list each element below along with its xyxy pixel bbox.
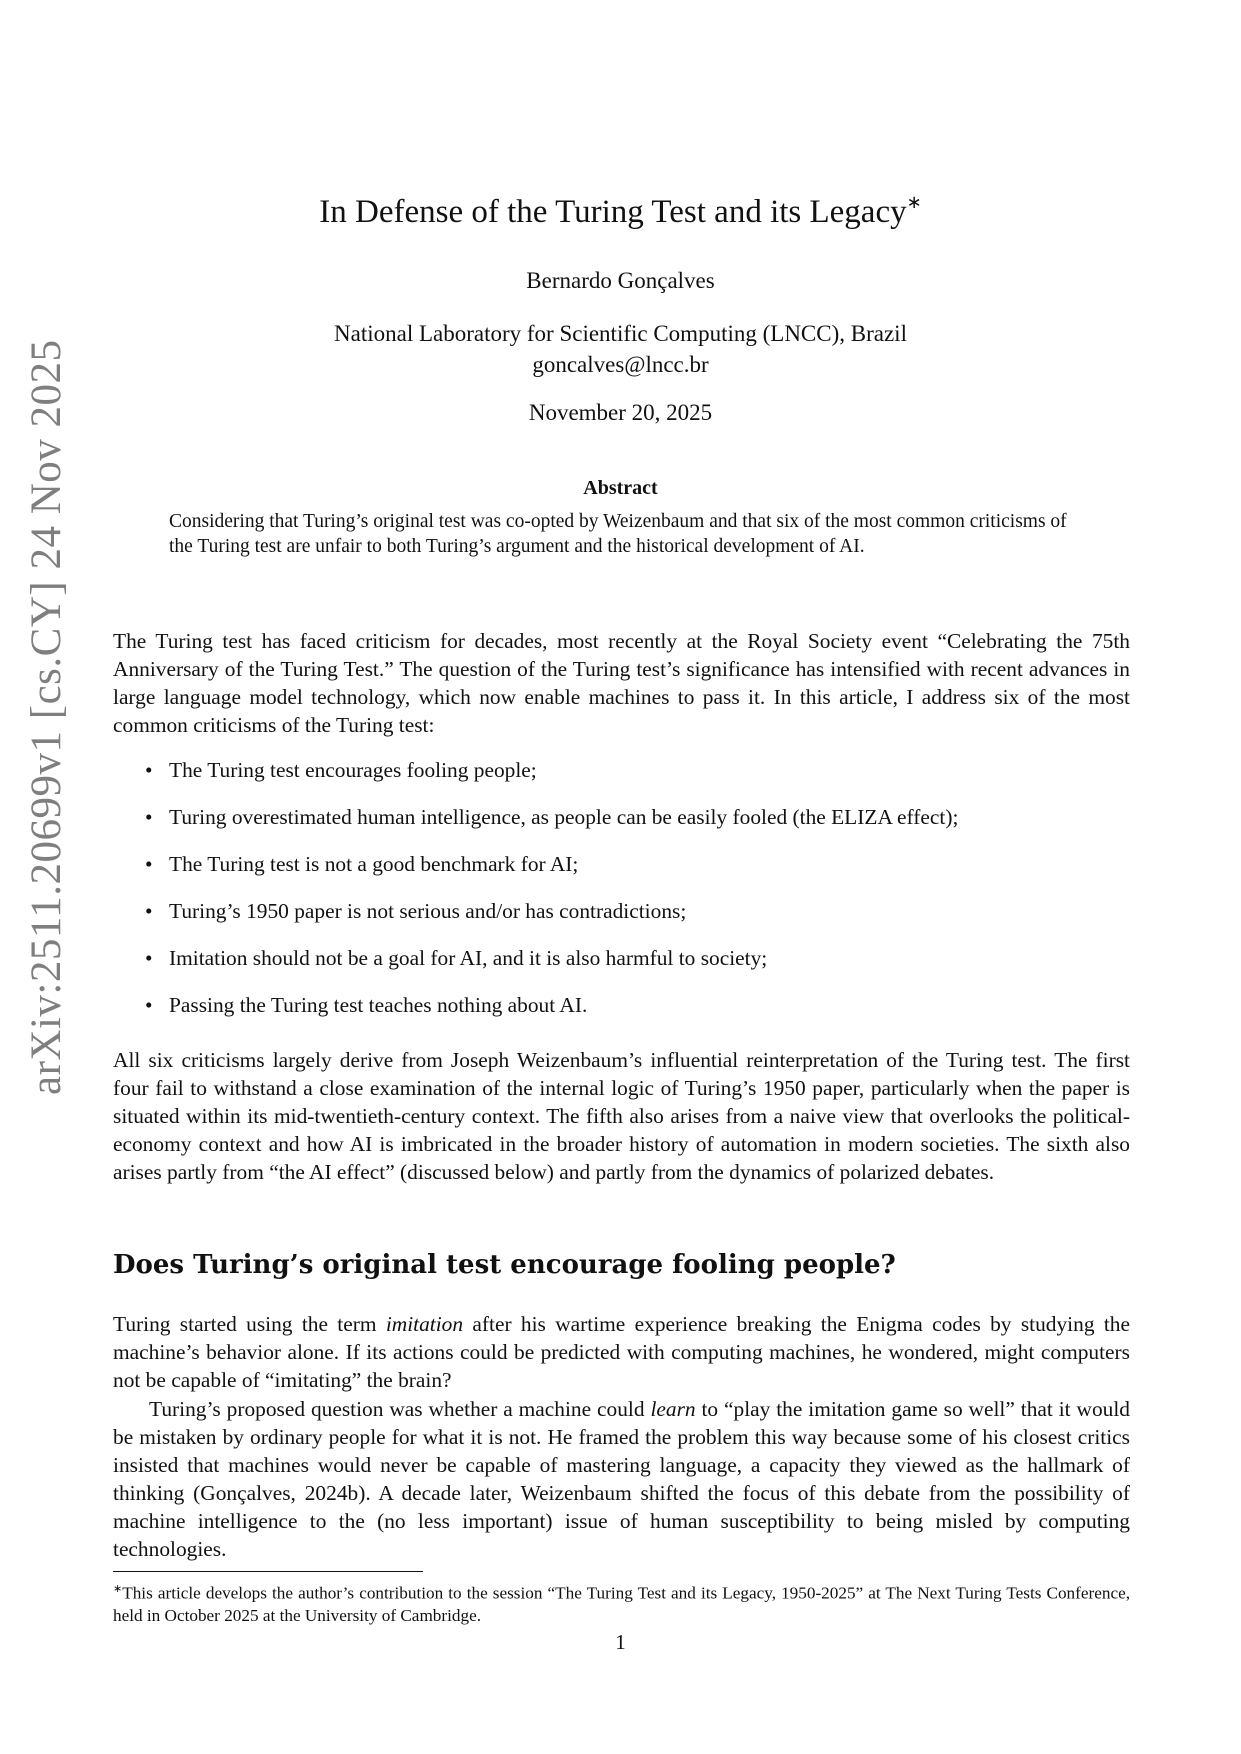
title-text: In Defense of the Turing Test and its Legacy: [319, 194, 907, 230]
emphasis: imitation: [385, 1312, 464, 1336]
text-run: after his wartime experience breaking the Enigma codes by studying the machine’s behavior alone. If its actions could be predicted with computing machines, he wondered, might computers not be capable of “imitating” the brain?: [113, 1312, 1130, 1392]
list-item: • Passing the Turing test teaches nothing about AI.: [145, 991, 1130, 1038]
intro-paragraph: The Turing test has faced criticism for decades, most recently at the Royal Society event “Celebrating the 75th Anniversary of the Turing Test.” The question of the Turing test’s significance has intensified with recent advances in large language model technology, which now enable machines to pass it. In this article, I address six of the most common criticisms of the Turing test:: [113, 629, 1130, 737]
emphasis: learn: [650, 1397, 696, 1421]
footnote-text: This article develops the author’s contribution to the session “The Turing Test and its Legacy, 1950-2025” at The Next Turing Tests Conference, held in October 2025 at the University of Cambridge.: [113, 1583, 1130, 1625]
abstract-text: Considering that Turing’s original test was co-opted by Weizenbaum and that six of the most common criticisms of the Turing test are unfair to both Turing’s argument and the historical development of AI.: [169, 511, 1067, 557]
paper-date: November 20, 2025: [528, 400, 713, 425]
footnote-divider: [113, 1571, 423, 1572]
list-item: • The Turing test is not a good benchmark for AI;: [145, 850, 1130, 897]
text-run: Turing started using the term: [113, 1312, 386, 1336]
title-footnote-mark: ∗: [906, 192, 922, 212]
page-number: 1: [615, 1630, 626, 1654]
arxiv-stamp: arXiv:2511.20699v1 [cs.CY] 24 Nov 2025: [23, 339, 70, 1095]
section-paragraph-2: [113, 1395, 1130, 1563]
abstract-heading: Abstract: [583, 477, 658, 499]
section-heading: Does Turing’s original test encourage fooling people?: [113, 1250, 896, 1280]
text-run: Turing’s proposed question was whether a machine could: [149, 1397, 651, 1421]
email: goncalves@lncc.br: [532, 352, 709, 377]
footnote: [113, 1578, 1130, 1627]
paper-title: [0, 192, 1241, 231]
list-item: • Turing’s 1950 paper is not serious and/or has contradictions;: [145, 897, 1130, 944]
list-item: • Turing overestimated human intelligence, as people can be easily fooled (the ELIZA effect);: [145, 803, 1130, 850]
author-affiliation-block: [0, 318, 1241, 380]
list-item: • The Turing test encourages fooling people;: [145, 756, 1130, 803]
section-paragraph-1: [113, 1310, 1130, 1394]
summary-paragraph: All six criticisms largely derive from Joseph Weizenbaum’s influential reinterpretation of the Turing test. The first four fail to withstand a close examination of the internal logic of Turing’s 1950 paper, particularly when the paper is situated within its mid-twentieth-century context. The fifth also arises from a naive view that overlooks the political-economy context and how AI is imbricated in the broader history of automation in modern societies. The sixth also arises partly from “the AI effect” (discussed below) and partly from the dynamics of polarized debates.: [113, 1048, 1130, 1184]
author-name: Bernardo Gonçalves: [526, 268, 715, 293]
list-item: • Imitation should not be a goal for AI, and it is also harmful to society;: [145, 944, 1130, 991]
text-run: to “play the imitation game so well” that it would be mistaken by ordinary people for what it is not. He framed the problem this way because some of his closest critics insisted that machines would never be capable of mastering language, a capacity they viewed as the hallmark of thinking (Gonçalves, 2024b). A decade later, Weizenbaum shifted the focus of this debate from the possibility of machine intelligence to the (no less important) issue of human susceptibility to being misled by computing technologies.: [113, 1397, 1130, 1561]
footnote-mark: ∗: [113, 1583, 123, 1595]
criticisms-list: [145, 756, 1130, 1038]
affiliation: National Laboratory for Scientific Computing (LNCC), Brazil: [334, 321, 907, 346]
